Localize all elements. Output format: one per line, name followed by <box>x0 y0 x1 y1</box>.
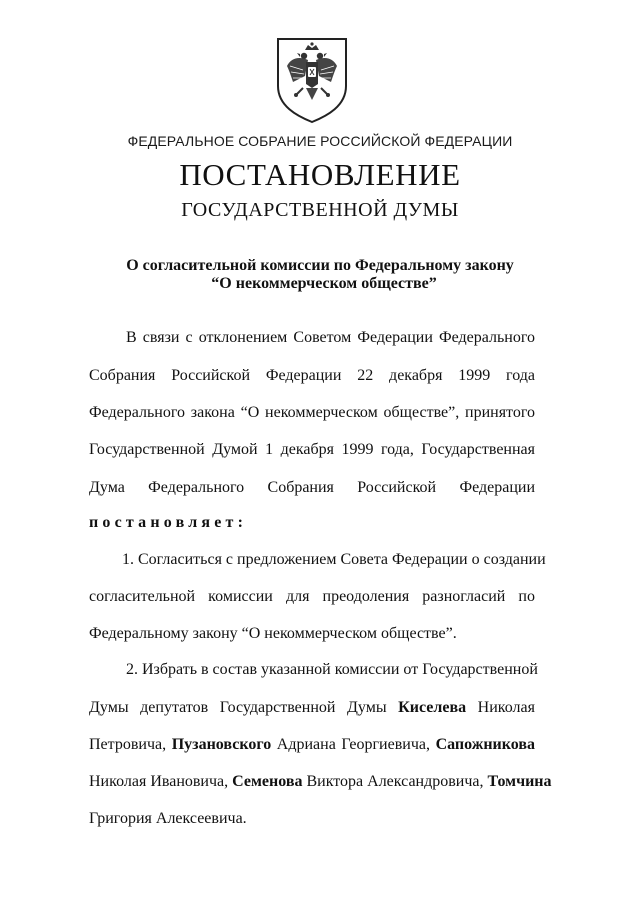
deputy-name: Киселева <box>398 699 467 716</box>
paragraph3-line1: 2. Избрать в состав указанной комиссии от Государственной <box>126 661 538 678</box>
paragraph1-line4: Государственной Думой 1 декабря 1999 года, Государственная <box>89 441 535 458</box>
deputy-name: Пузановского <box>171 736 272 753</box>
paragraph1-line5: Дума Федерального Собрания Российской Федерации <box>89 479 535 496</box>
document-title: ПОСТАНОВЛЕНИЕ <box>179 157 461 192</box>
resolution-heading-line2: “О некоммерческом обществе” <box>211 275 437 292</box>
paragraph3-line3 <box>89 736 535 754</box>
deputy-name: Сапожникова <box>435 736 536 753</box>
deputy-name: Семенова <box>232 773 303 790</box>
organization-name: ФЕДЕРАЛЬНОЕ СОБРАНИЕ РОССИЙСКОЙ ФЕДЕРАЦИИ <box>127 133 513 149</box>
text-run: Виктора Александровича, <box>302 773 488 790</box>
text-run: Адриана Георгиевича, <box>271 736 436 753</box>
paragraph2-line1: 1. Согласиться с предложением Совета Федерации о создании <box>122 551 546 568</box>
text-run: Думы депутатов Государственной Думы <box>89 699 399 716</box>
coat-of-arms-icon <box>275 36 349 124</box>
resolution-heading-line1: О согласительной комиссии по Федеральному закону <box>126 257 514 274</box>
paragraph3-line2 <box>89 699 535 717</box>
deputy-name: Томчина <box>487 773 552 790</box>
paragraph2-line3: Федеральному закону “О некоммерческом обществе”. <box>89 625 457 642</box>
paragraph3-line4 <box>89 773 552 791</box>
text-run: Николая <box>466 699 535 716</box>
text-run: Николая Ивановича, <box>89 773 233 790</box>
paragraph2-line2: согласительной комиссии для преодоления разногласий по <box>89 588 535 605</box>
paragraph1-line2: Собрания Российской Федерации 22 декабря 1999 года <box>89 367 535 384</box>
paragraph3-line5: Григория Алексеевича. <box>89 810 247 827</box>
paragraph1-line3: Федерального закона “О некоммерческом обществе”, принятого <box>89 404 535 421</box>
decree-word: постановляет: <box>89 514 248 531</box>
paragraph1-line1: В связи с отклонением Советом Федерации Федерального <box>126 329 535 346</box>
document-subtitle: ГОСУДАРСТВЕННОЙ ДУМЫ <box>181 199 459 221</box>
text-run: Петровича, <box>89 736 172 753</box>
